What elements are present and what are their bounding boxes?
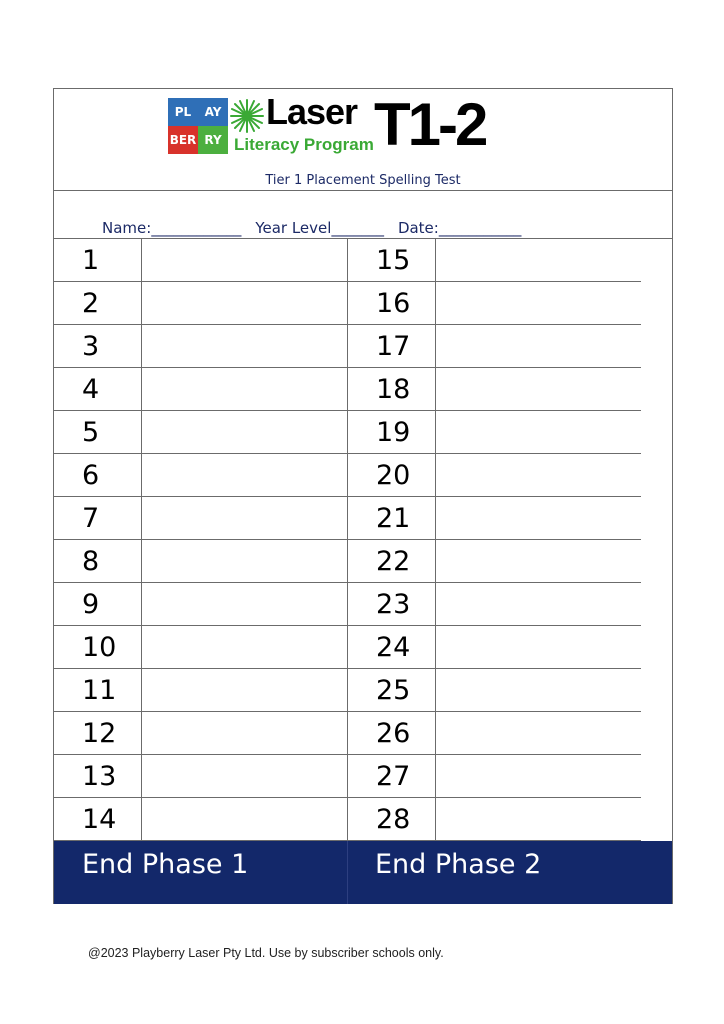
- answer-row: [54, 626, 347, 669]
- answer-row: [54, 540, 347, 583]
- end-phase-1-label: End Phase 1: [82, 849, 249, 880]
- laser-burst-icon: [230, 99, 264, 133]
- answer-cell[interactable]: [142, 626, 347, 668]
- student-info-line: [102, 219, 521, 237]
- answer-row: [348, 626, 641, 669]
- answer-cell[interactable]: [142, 798, 347, 840]
- answer-cell[interactable]: [436, 712, 641, 754]
- answer-row: [348, 669, 641, 712]
- answer-cell[interactable]: [436, 239, 641, 281]
- answer-row: [54, 669, 347, 712]
- question-number: 26: [348, 712, 436, 754]
- answer-row: [54, 325, 347, 368]
- answer-cell[interactable]: [142, 454, 347, 496]
- phase-footer: [54, 841, 672, 904]
- question-number: 9: [54, 583, 142, 625]
- question-number: 27: [348, 755, 436, 797]
- name-field[interactable]: ____________: [151, 219, 242, 237]
- test-sheet: [53, 88, 673, 904]
- puzzle-piece: PL: [168, 98, 198, 126]
- question-number: 13: [54, 755, 142, 797]
- question-number: 25: [348, 669, 436, 711]
- header: [54, 89, 672, 191]
- question-number: 21: [348, 497, 436, 539]
- answer-cell[interactable]: [142, 368, 347, 410]
- answer-cell[interactable]: [436, 626, 641, 668]
- question-number: 20: [348, 454, 436, 496]
- question-number: 10: [54, 626, 142, 668]
- answer-cell[interactable]: [142, 325, 347, 367]
- answer-cell[interactable]: [436, 755, 641, 797]
- answer-cell[interactable]: [142, 583, 347, 625]
- answer-row: [54, 798, 347, 841]
- copyright-notice: @2023 Playberry Laser Pty Ltd. Use by subscriber schools only.: [88, 946, 444, 960]
- answer-cell[interactable]: [142, 497, 347, 539]
- question-number: 5: [54, 411, 142, 453]
- answer-cell[interactable]: [142, 282, 347, 324]
- name-label: Name:: [102, 219, 152, 237]
- answer-cell[interactable]: [436, 669, 641, 711]
- answer-row: [54, 497, 347, 540]
- answer-row: [348, 411, 641, 454]
- question-number: 12: [54, 712, 142, 754]
- product-code: T1-2: [374, 91, 486, 158]
- year-level-field[interactable]: _______: [331, 219, 384, 237]
- brand-word: Laser: [266, 91, 358, 132]
- question-number: 1: [54, 239, 142, 281]
- answer-row: [348, 282, 641, 325]
- answer-cell[interactable]: [436, 368, 641, 410]
- question-number: 4: [54, 368, 142, 410]
- answer-row: [348, 239, 641, 282]
- question-number: 3: [54, 325, 142, 367]
- answer-row: [348, 583, 641, 626]
- question-number: 18: [348, 368, 436, 410]
- answer-row: [54, 712, 347, 755]
- answer-row: [54, 282, 347, 325]
- question-number: 15: [348, 239, 436, 281]
- answer-cell[interactable]: [436, 454, 641, 496]
- answer-cell[interactable]: [436, 497, 641, 539]
- question-number: 23: [348, 583, 436, 625]
- answer-cell[interactable]: [436, 325, 641, 367]
- question-number: 22: [348, 540, 436, 582]
- puzzle-piece: RY: [198, 126, 228, 154]
- question-number: 16: [348, 282, 436, 324]
- question-number: 8: [54, 540, 142, 582]
- answer-cell[interactable]: [142, 239, 347, 281]
- answer-row: [54, 454, 347, 497]
- answer-row: [54, 368, 347, 411]
- question-number: 14: [54, 798, 142, 840]
- student-info-row: [54, 191, 672, 239]
- answer-row: [348, 712, 641, 755]
- question-number: 11: [54, 669, 142, 711]
- test-title: Tier 1 Placement Spelling Test: [265, 173, 461, 188]
- answer-column-right: [347, 239, 641, 841]
- answer-cell[interactable]: [142, 712, 347, 754]
- question-number: 28: [348, 798, 436, 840]
- answer-column-left: [54, 239, 347, 841]
- answer-row: [348, 497, 641, 540]
- answer-cell[interactable]: [142, 669, 347, 711]
- puzzle-piece: AY: [198, 98, 228, 126]
- date-field[interactable]: ___________: [438, 219, 522, 237]
- answer-row: [348, 755, 641, 798]
- answer-cell[interactable]: [142, 540, 347, 582]
- answer-row: [348, 540, 641, 583]
- answer-row: [348, 368, 641, 411]
- puzzle-logo-icon: [168, 98, 228, 154]
- end-phase-2-label: End Phase 2: [375, 849, 542, 880]
- answer-cell[interactable]: [436, 583, 641, 625]
- program-logo: [168, 91, 488, 158]
- question-number: 19: [348, 411, 436, 453]
- footer-divider: [347, 841, 348, 904]
- answer-row: [54, 239, 347, 282]
- puzzle-piece: BER: [168, 126, 198, 154]
- question-number: 17: [348, 325, 436, 367]
- answer-row: [54, 583, 347, 626]
- question-number: 6: [54, 454, 142, 496]
- answer-row: [348, 798, 641, 841]
- year-level-label: Year Level: [255, 219, 332, 237]
- date-label: Date:: [397, 219, 439, 237]
- question-number: 2: [54, 282, 142, 324]
- answer-cell[interactable]: [436, 411, 641, 453]
- answer-row: [54, 755, 347, 798]
- answer-row: [348, 454, 641, 497]
- answer-row: [54, 411, 347, 454]
- answer-cell[interactable]: [436, 282, 641, 324]
- question-number: 7: [54, 497, 142, 539]
- answer-cell[interactable]: [436, 540, 641, 582]
- answer-cell[interactable]: [436, 798, 641, 840]
- answer-cell[interactable]: [142, 755, 347, 797]
- answer-cell[interactable]: [142, 411, 347, 453]
- program-tagline: Literacy Program: [234, 135, 374, 154]
- answer-row: [348, 325, 641, 368]
- question-number: 24: [348, 626, 436, 668]
